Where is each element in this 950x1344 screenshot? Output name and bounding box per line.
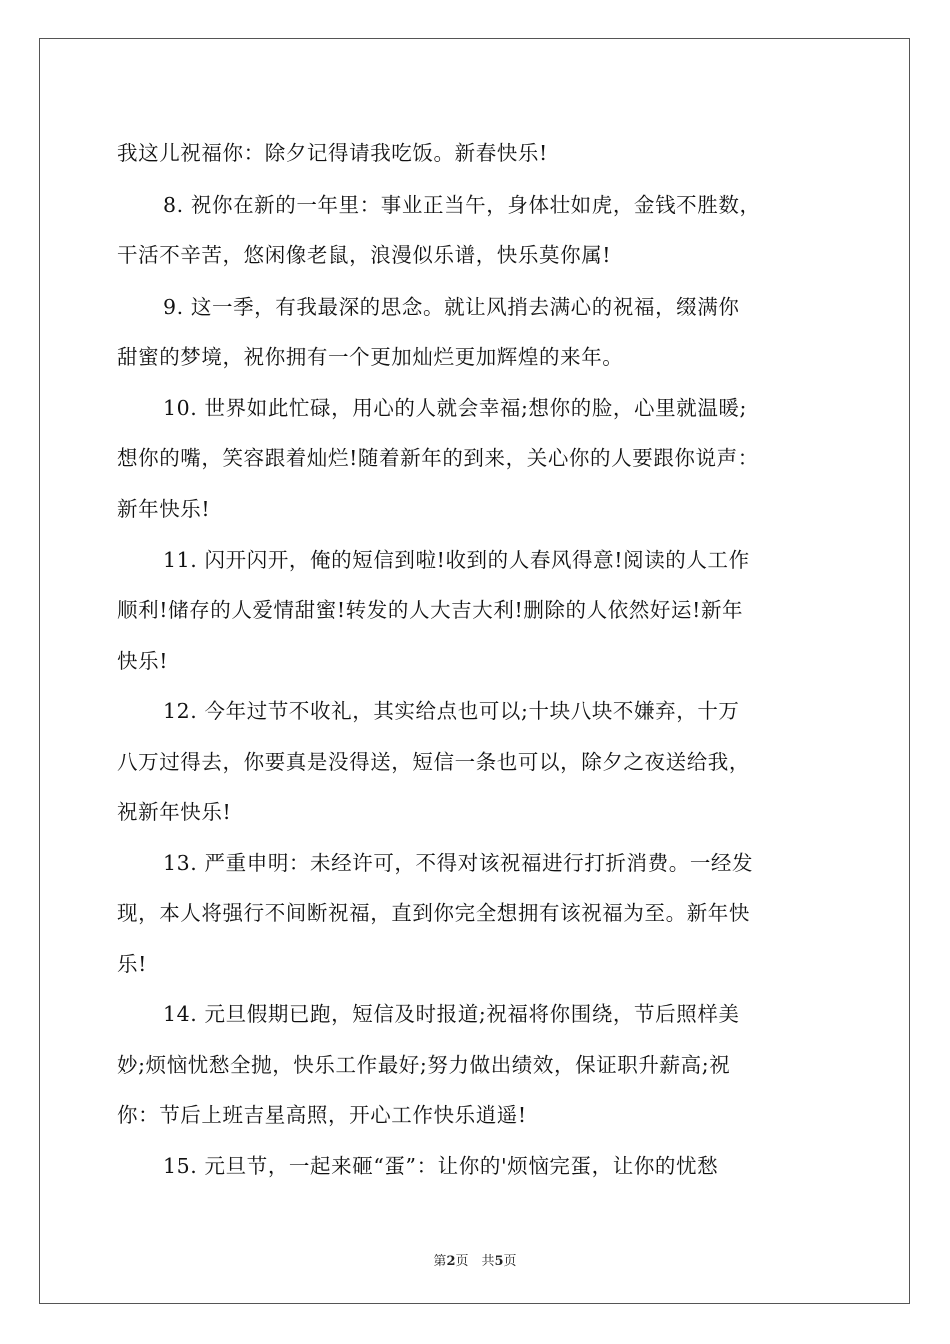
page-total: 5	[494, 1254, 504, 1269]
text-line: 新年快乐!	[117, 497, 211, 521]
text-line: 我这儿祝福你：除夕记得请我吃饭。新春快乐!	[117, 141, 548, 165]
page-suffix: 页	[503, 1254, 517, 1269]
text-line: 11. 闪开闪开，俺的短信到啦!收到的人春风得意!阅读的人工作	[163, 548, 750, 572]
text-line: 12. 今年过节不收礼，其实给点也可以;十块八块不嫌弃，十万	[163, 699, 740, 723]
page-prefix: 第	[433, 1254, 447, 1269]
text-line: 15. 元旦节，一起来砸“蛋”：让你的'烦恼完蛋，让你的忧愁	[163, 1154, 719, 1178]
text-line: 8. 祝你在新的一年里：事业正当午，身体壮如虎，金钱不胜数，	[163, 193, 761, 217]
text-line: 9. 这一季，有我最深的思念。就让风捎去满心的祝福，缀满你	[163, 295, 740, 319]
text-line: 干活不辛苦，悠闲像老鼠，浪漫似乐谱，快乐莫你属!	[117, 243, 612, 267]
text-line: 八万过得去，你要真是没得送，短信一条也可以，除夕之夜送给我，	[117, 750, 750, 774]
text-line: 乐!	[117, 952, 147, 976]
text-line: 你：节后上班吉星高照，开心工作快乐逍遥!	[117, 1103, 527, 1127]
text-line: 10. 世界如此忙碌，用心的人就会幸福;想你的脸，心里就温暖;	[163, 396, 748, 420]
text-line: 快乐!	[117, 649, 169, 673]
text-line: 祝新年快乐!	[117, 800, 232, 824]
page-current: 2	[446, 1254, 456, 1269]
text-line: 现，本人将强行不间断祝福，直到你完全想拥有该祝福为至。新年快	[117, 901, 750, 925]
page-mid: 页 共	[455, 1254, 495, 1269]
text-line: 甜蜜的梦境，祝你拥有一个更加灿烂更加辉煌的来年。	[117, 345, 624, 369]
text-line: 妙;烦恼忧愁全抛，快乐工作最好;努力做出绩效，保证职升薪高;祝	[117, 1053, 731, 1077]
text-line: 顺利!储存的人爱情甜蜜!转发的人大吉大利!删除的人依然好运!新年	[117, 598, 744, 622]
text-line: 13. 严重申明：未经许可，不得对该祝福进行打折消费。一经发	[163, 851, 754, 875]
text-line: 14. 元旦假期已跑，短信及时报道;祝福将你围绕，节后照样美	[163, 1002, 740, 1026]
text-line: 想你的嘴，笑容跟着灿烂!随着新年的到来，关心你的人要跟你说声：	[117, 446, 759, 470]
page-footer	[0, 1250, 950, 1269]
